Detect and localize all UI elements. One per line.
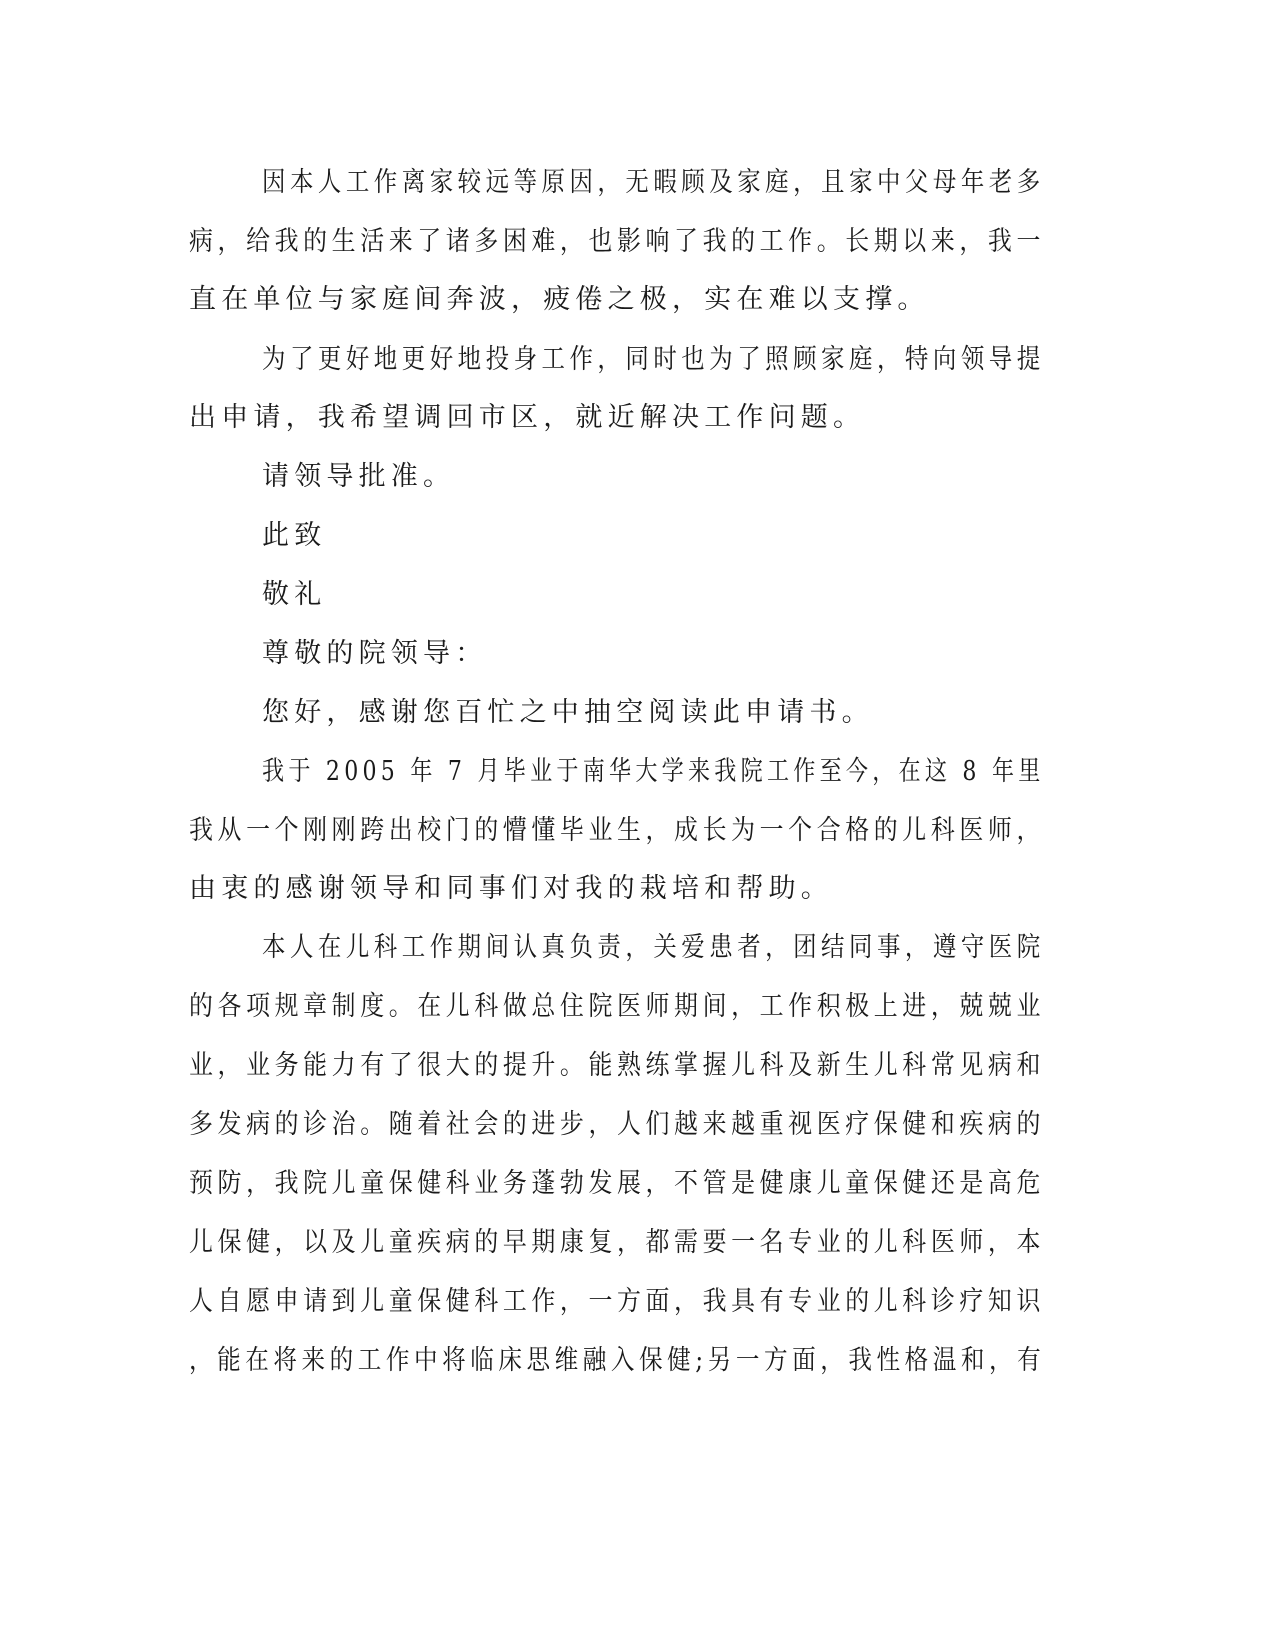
text-line: 业，业务能力有了很大的提升。能熟练掌握儿科及新生儿科常见病和 [189,1050,1045,1081]
text-line: 此致 [262,520,327,551]
text-line: 因本人工作离家较远等原因，无暇顾及家庭，且家中父母年老多 [262,167,1045,198]
text-line: 您好，感谢您百忙之中抽空阅读此申请书。 [262,697,874,728]
text-line: 人自愿申请到儿童保健科工作，一方面，我具有专业的儿科诊疗知识 [189,1286,1045,1317]
text-line: 敬礼 [262,579,327,610]
text-line: 本人在儿科工作期间认真负责，关爱患者，团结同事，遵守医院 [262,932,1045,963]
text-line: 出申请，我希望调回市区，就近解决工作问题。 [189,402,866,433]
text-line: ，能在将来的工作中将临床思维融入保健;另一方面，我性格温和，有 [189,1345,1046,1376]
text-line: 尊敬的院领导： [262,638,488,669]
text-line: 儿保健，以及儿童疾病的早期康复，都需要一名专业的儿科医师，本 [189,1227,1045,1258]
text-line: 的各项规章制度。在儿科做总住院医师期间，工作积极上进，兢兢业 [189,991,1045,1022]
text-line: 我从一个刚刚跨出校门的懵懂毕业生，成长为一个合格的儿科医师， [189,815,1045,846]
text-line: 多发病的诊治。随着社会的进步，人们越来越重视医疗保健和疾病的 [189,1109,1045,1140]
text-line: 直在单位与家庭间奔波，疲倦之极，实在难以支撑。 [189,284,930,315]
text-line: 预防，我院儿童保健科业务蓬勃发展，不管是健康儿童保健还是高危 [189,1168,1045,1199]
text-line: 病，给我的生活来了诸多困难，也影响了我的工作。长期以来，我一 [189,226,1045,257]
text-line: 由衷的感谢领导和同事们对我的栽培和帮助。 [189,873,833,904]
text-line: 为了更好地更好地投身工作，同时也为了照顾家庭，特向领导提 [262,344,1045,375]
text-line: 我于 2005 年 7 月毕业于南华大学来我院工作至今，在这 8 年里 [262,756,1045,787]
text-line: 请领导批准。 [262,461,456,492]
